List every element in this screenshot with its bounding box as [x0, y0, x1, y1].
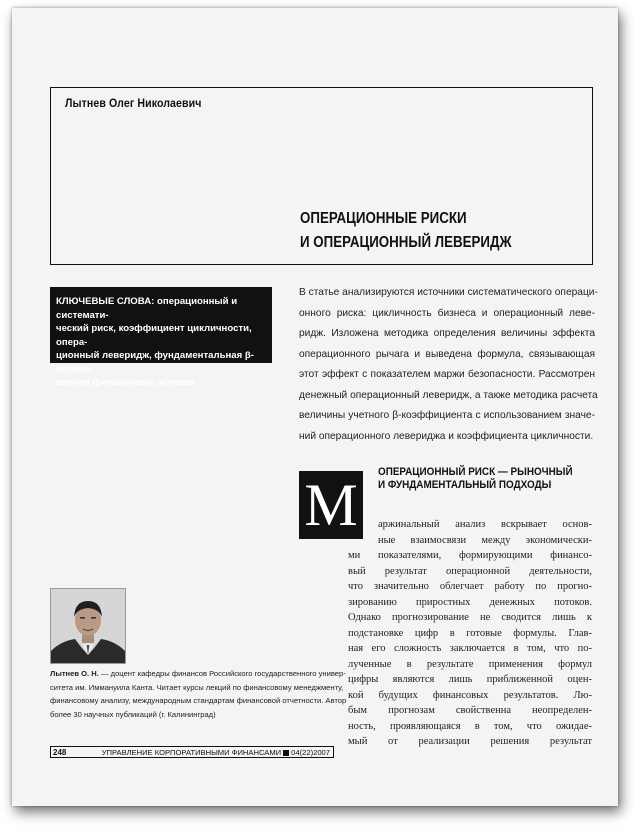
body-line: цифры являются лишь приближенной оцен-	[348, 674, 592, 685]
keywords-line: ционный леверидж, фундаментальная β-модель	[56, 350, 254, 375]
abstract-line: ний операционного левериджа и коэффициента цикличности.	[299, 430, 594, 442]
body-line: ные взаимосвязи между экономически-	[378, 534, 592, 546]
article-title	[300, 207, 512, 255]
title-line: И ОПЕРАЦИОННЫЙ ЛЕВЕРИДЖ	[300, 234, 512, 251]
page-footer	[50, 746, 334, 758]
abstract	[299, 283, 598, 447]
abstract-line: денежный операционный леверидж, а также методика расчета	[299, 389, 598, 401]
body-line: мый от реализации решения результат	[348, 736, 592, 747]
author-name: Лытнев Олег Николаевич	[65, 98, 202, 110]
abstract-line: ридж. Изложена методика определения величины эффекта	[299, 328, 595, 339]
abstract-line: величины учетного β-коэффициента с использованием значе-	[299, 410, 595, 421]
header-box	[50, 87, 593, 265]
journal-name: УПРАВЛЕНИЕ КОРПОРАТИВНЫМИ ФИНАНСАМИ	[101, 748, 282, 757]
bio-line: ситета им. Иммануила Канта. Читает курсы лекций по финансовому менеджменту,	[50, 682, 344, 692]
section-title-line: И ФУНДАМЕНТАЛЬНЫЙ ПОДХОДЫ	[378, 479, 552, 491]
keywords-box	[50, 287, 272, 388]
title-line: ОПЕРАЦИОННЫЕ РИСКИ	[300, 210, 467, 227]
section-title-line: ОПЕРАЦИОННЫЙ РИСК — РЫНОЧНЫЙ	[378, 466, 573, 478]
bio-line: — доцент кафедры финансов Российского государственного универ-	[98, 669, 346, 678]
bio-line: более 30 научных публикаций (г. Калининград)	[50, 709, 216, 719]
abstract-line: этот эффект с показателем маржи безопасности. Рассмотрен	[299, 369, 595, 380]
body-line: ность, проявляющаяся в том, что ожидае-	[348, 720, 592, 732]
author-bio	[50, 667, 346, 721]
body-line: подстановке цифр в готовые формулы. Глав-	[348, 627, 592, 639]
journal-issue: 04(22)2007	[291, 748, 330, 757]
body-line: лученные в результате применения формул	[348, 658, 592, 670]
square-bullet-icon	[283, 750, 289, 756]
page-number: 248	[53, 748, 67, 757]
bio-line: финансовому анализу, международным стандартам финансовой отчетности. Автор	[50, 696, 347, 705]
keywords-line: КЛЮЧЕВЫЕ СЛОВА: операционный и системати-	[56, 296, 238, 321]
body-line: что значительно облегчает работу по прогно-	[348, 581, 592, 592]
body-line: ная его сложность заключается в том, что по-	[348, 643, 592, 654]
journal-info	[102, 747, 330, 758]
section-title	[378, 466, 573, 492]
body-line: ми показателями, формирующими финансо-	[348, 550, 592, 561]
body-line: бым прогнозам свойственна неопределен-	[348, 705, 592, 716]
drop-cap: М	[299, 471, 363, 539]
abstract-line: В статье анализируются источники систематического операци-	[299, 287, 598, 298]
body-line: вый результат операционной деятельности,	[348, 565, 592, 577]
keywords-line: ческий риск, коэффициент цикличности, опера-	[56, 323, 252, 348]
bio-name: Лытнев О. Н.	[50, 669, 99, 678]
body-text	[348, 517, 592, 750]
body-line: Однако прогнозирование не сводится лишь к	[348, 612, 592, 623]
author-photo	[50, 588, 126, 664]
body-line: аржинальный анализ вскрывает основ-	[378, 519, 592, 530]
abstract-line: онного риска: цикличность бизнеса и операционный леве-	[299, 307, 595, 319]
abstract-line: операционного рычага и выведена формула, связывающая	[299, 348, 595, 360]
portrait-photo-icon	[51, 589, 125, 663]
body-line: кой будущих финансовых результатов. Лю-	[348, 689, 592, 701]
body-line: зированию приростных денежных потоков.	[348, 596, 592, 608]
journal-page	[12, 8, 618, 806]
keywords-line: оценки финансовых активов	[56, 377, 196, 388]
